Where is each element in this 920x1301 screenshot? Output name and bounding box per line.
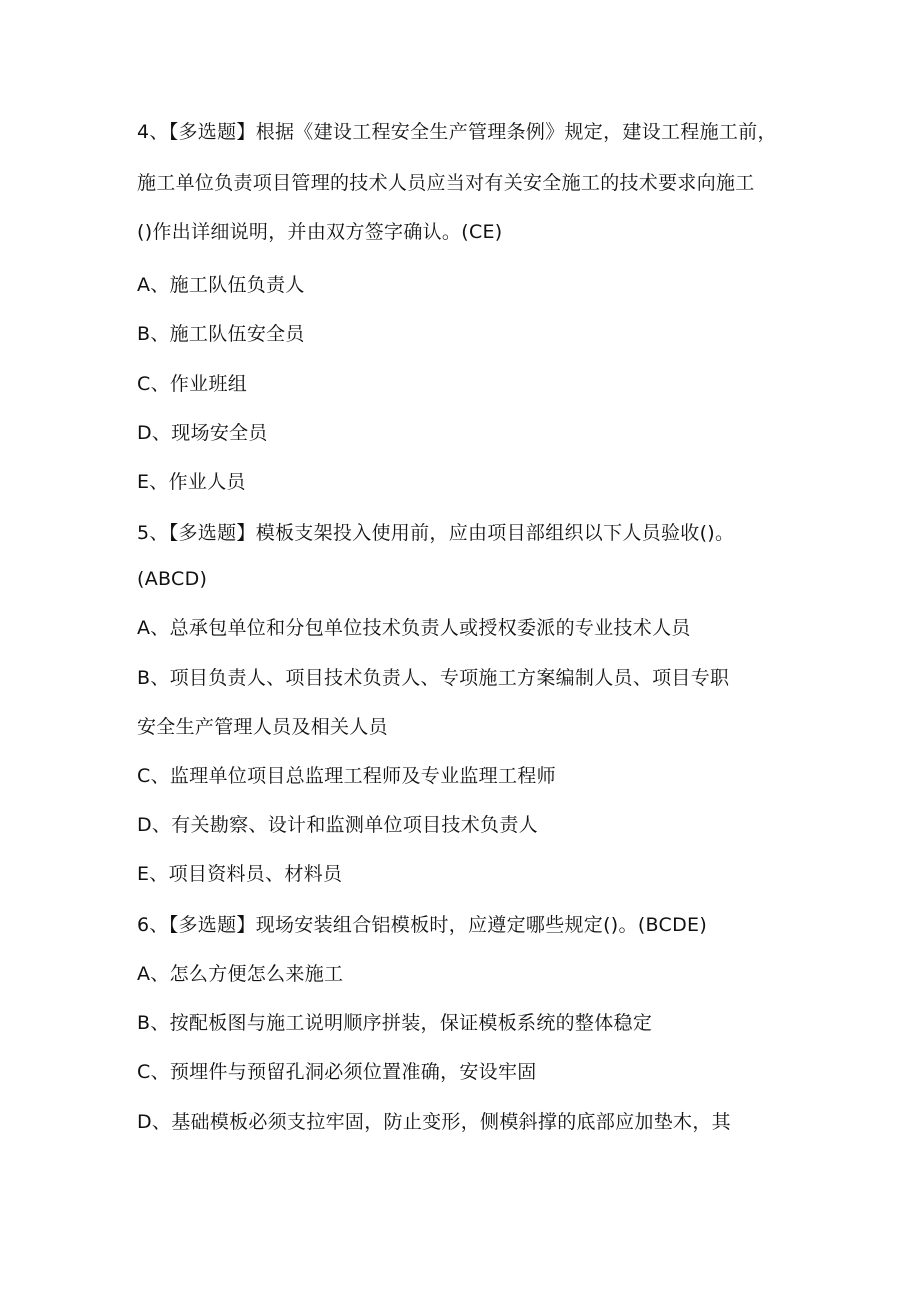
question-4-option-c: C、作业班组 <box>137 373 248 395</box>
question-5-option-e: E、项目资料员、材料员 <box>137 863 343 885</box>
question-4-option-e: E、作业人员 <box>137 471 246 493</box>
question-4-stem-line-3: ()作出详细说明，并由双方签字确认。(CE) <box>137 221 503 243</box>
question-5-option-c: C、监理单位项目总监理工程师及专业监理工程师 <box>137 765 556 787</box>
question-5-option-b-line-2: 安全生产管理人员及相关人员 <box>137 716 388 738</box>
question-4-stem-line-1: 4、【多选题】根据《建设工程安全生产管理条例》规定，建设工程施工前， <box>137 121 777 143</box>
question-4-stem-line-2: 施工单位负责项目管理的技术人员应当对有关安全施工的技术要求向施工 <box>137 172 755 194</box>
question-5-option-a: A、总承包单位和分包单位技术负责人或授权委派的专业技术人员 <box>137 617 691 639</box>
question-6-option-d: D、基础模板必须支拉牢固，防止变形，侧模斜撑的底部应加垫木，其 <box>137 1111 731 1133</box>
question-5-stem-line-1: 5、【多选题】模板支架投入使用前，应由项目部组织以下人员验收()。 <box>137 522 735 544</box>
question-4-option-b: B、施工队伍安全员 <box>137 323 305 345</box>
question-5-option-d: D、有关勘察、设计和监测单位项目技术负责人 <box>137 814 538 836</box>
question-4-option-a: A、施工队伍负责人 <box>137 274 305 296</box>
question-6-stem-line-1: 6、【多选题】现场安装组合铝模板时，应遵定哪些规定()。(BCDE) <box>137 914 708 936</box>
question-6-option-a: A、怎么方便怎么来施工 <box>137 963 344 985</box>
question-5-stem-line-2: (ABCD) <box>137 568 208 590</box>
question-5-option-b-line-1: B、项目负责人、项目技术负责人、专项施工方案编制人员、项目专职 <box>137 667 730 689</box>
question-4-option-d: D、现场安全员 <box>137 422 268 444</box>
question-6-option-c: C、预埋件与预留孔洞必须位置准确，安设牢固 <box>137 1061 537 1083</box>
question-6-option-b: B、按配板图与施工说明顺序拼装，保证模板系统的整体稳定 <box>137 1012 653 1034</box>
